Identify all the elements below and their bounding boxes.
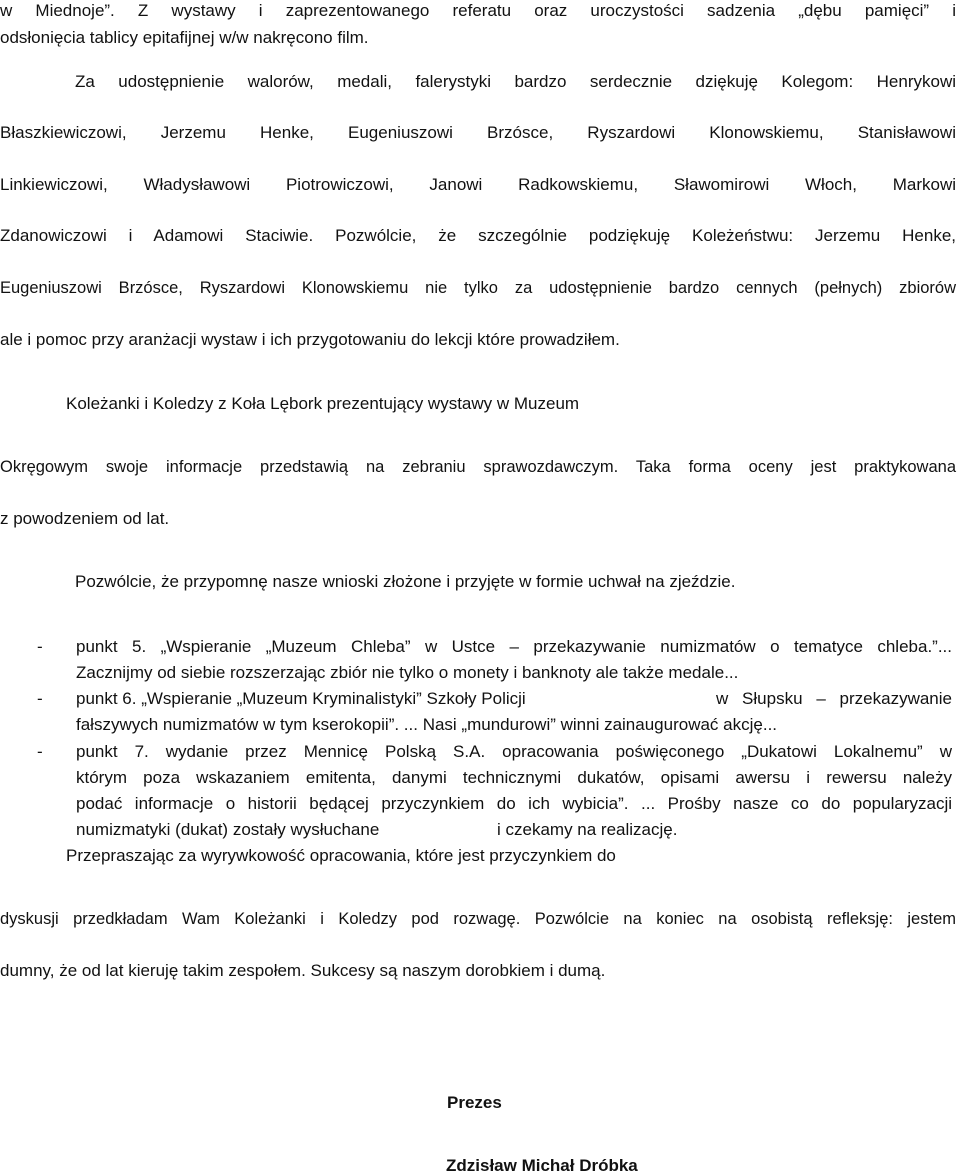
paragraph-5-line-1: Przepraszając za wyrywkowość opracowania, które jest przyczynkiem do: [66, 846, 616, 865]
paragraph-2-line-4: Zdanowiczowi i Adamowi Staciwie. Pozwólcie, że szczególnie podziękuję Koleżeństwu: Jerzemu Henke,: [0, 226, 956, 245]
paragraph-3-line-3: z powodzeniem od lat.: [0, 509, 170, 528]
paragraph-5-line-2: dyskusji przedkładam Wam Koleżanki i Koledzy pod rozwagę. Pozwólcie na koniec na osobistą refleksję: jestem: [0, 910, 956, 928]
paragraph-2-line-1: Za udostępnienie walorów, medali, falerystyki bardzo serdecznie dziękuję Kolegom: Henrykowi: [75, 72, 956, 91]
paragraph-2-line-5: Eugeniuszowi Brzósce, Ryszardowi Klonowskiemu nie tylko za udostępnienie bardzo cennych (pełnych) zbiorów: [0, 279, 956, 297]
signature-name: Zdzisław Michał Dróbka: [446, 1156, 638, 1175]
punkt-6-line-1-b: w Słupsku – przekazywanie: [716, 689, 952, 708]
list-dash: -: [37, 689, 43, 708]
punkt-6-line-1-a: punkt 6. „Wspieranie „Muzeum Kryminalistyki” Szkoły Policji: [76, 689, 526, 708]
punkt-6-line-2: fałszywych numizmatów w tym kserokopii”. ... Nasi „mundurowi” winni zainaugurować akcję...: [76, 715, 778, 734]
punkt-7-line-2: którym poza wskazaniem emitenta, danymi technicznymi dukatów, opisami awersu i rewersu należy: [76, 768, 952, 787]
paragraph-2-line-2: Błaszkiewiczowi, Jerzemu Henke, Eugeniuszowi Brzósce, Ryszardowi Klonowskiemu, Stanisławowi: [0, 123, 956, 142]
signature-title: Prezes: [447, 1093, 502, 1112]
list-dash: -: [37, 742, 43, 761]
paragraph-1-line-1: w Miednoje”. Z wystawy i zaprezentowanego referatu oraz uroczystości sadzenia „dębu pamięci” i: [0, 1, 956, 20]
paragraph-3-line-2: Okręgowym swoje informacje przedstawią na zebraniu sprawozdawczym. Taka forma oceny jest praktykowana: [0, 458, 956, 476]
paragraph-2-line-6: ale i pomoc przy aranżacji wystaw i ich przygotowaniu do lekcji które prowadziłem.: [0, 330, 620, 349]
punkt-7-line-4-a: numizmatyki (dukat) zostały wysłuchane: [76, 820, 380, 839]
punkt-7-line-1: punkt 7. wydanie przez Mennicę Polską S.A. opracowania poświęconego „Dukatowi Lokalnemu” w: [76, 742, 952, 761]
paragraph-4-line-1: Pozwólcie, że przypomnę nasze wnioski złożone i przyjęte w formie uchwał na zjeździe.: [75, 572, 736, 591]
paragraph-1-line-2: odsłonięcia tablicy epitafijnej w/w nakręcono film.: [0, 28, 369, 47]
paragraph-3-line-1: Koleżanki i Koledzy z Koła Lębork prezentujący wystawy w Muzeum: [66, 394, 580, 413]
punkt-7-line-3: podać informacje o historii będącej przyczynkiem do ich wybicia”. ... Prośby nasze co do popularyzacji: [76, 794, 952, 813]
punkt-5-line-1: punkt 5. „Wspieranie „Muzeum Chleba” w Ustce – przekazywanie numizmatów o tematyce chleba.”...: [76, 637, 952, 656]
paragraph-2-line-3: Linkiewiczowi, Władysławowi Piotrowiczowi, Janowi Radkowskiemu, Sławomirowi Włoch, Markowi: [0, 175, 956, 194]
list-dash: -: [37, 637, 43, 656]
paragraph-5-line-3: dumny, że od lat kieruję takim zespołem. Sukcesy są naszym dorobkiem i dumą.: [0, 961, 606, 980]
punkt-5-line-2: Zacznijmy od siebie rozszerzając zbiór nie tylko o monety i banknoty ale także medale...: [76, 663, 739, 682]
punkt-7-line-4-b: i czekamy na realizację.: [497, 820, 678, 839]
